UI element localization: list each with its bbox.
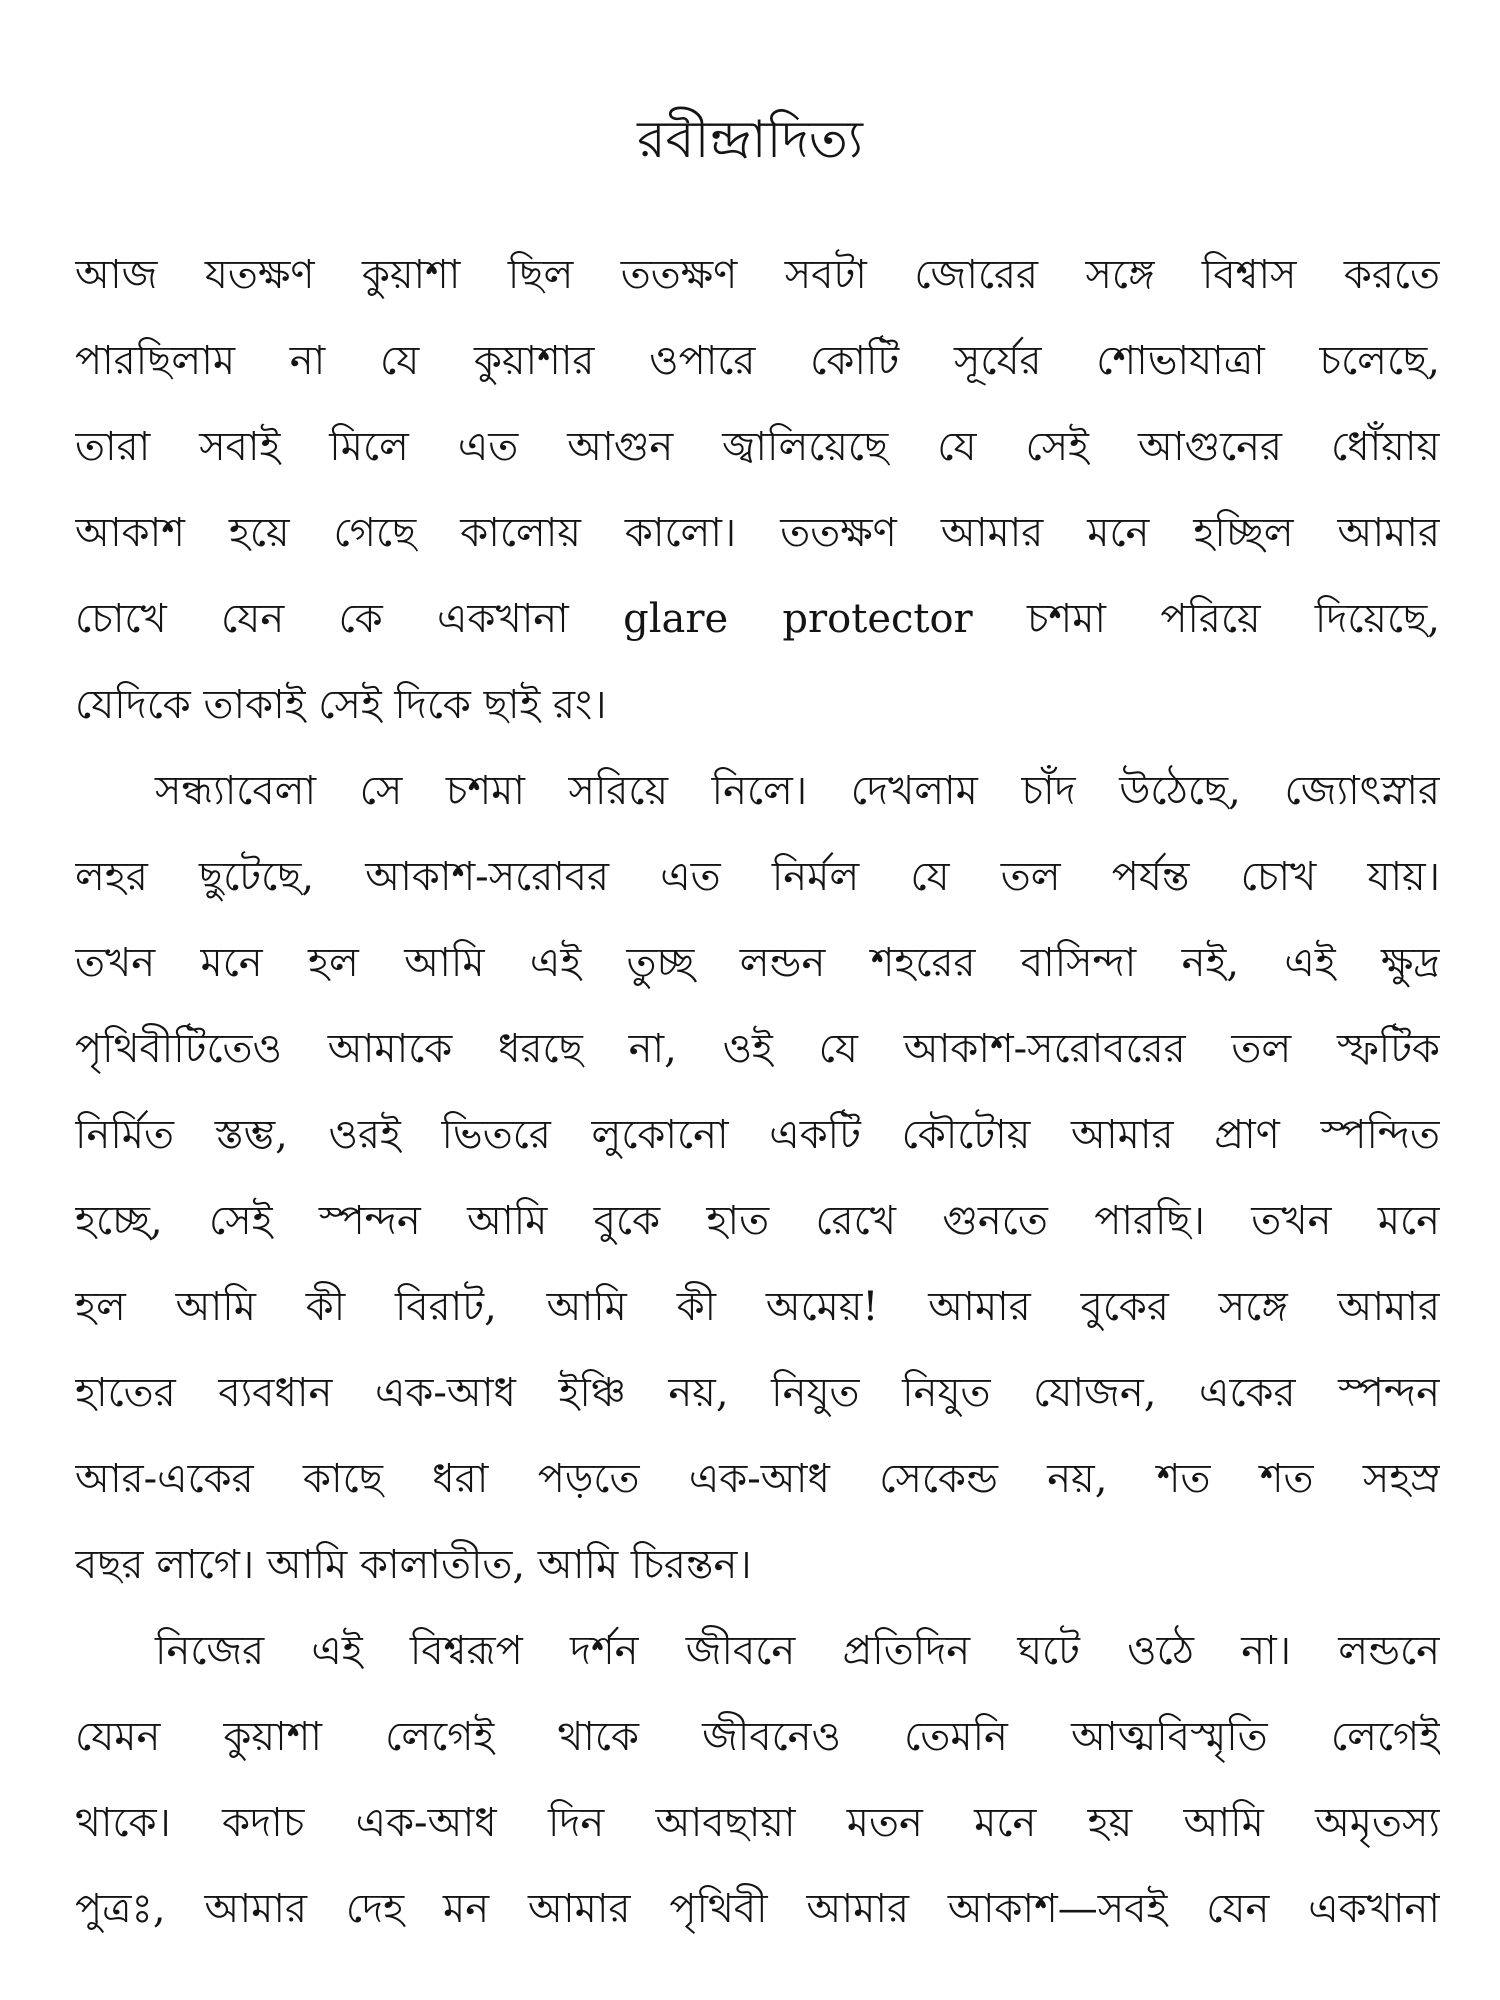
text-line: যেমন কুয়াশা লেগেই থাকে জীবনেও তেমনি আত্মবিস্মৃতি লেগেই: [75, 1714, 1440, 1760]
body-text: [75, 232, 1440, 1952]
text-line: তারা সবাই মিলে এত আগুন জ্বালিয়েছে যে সেই আগুনের ধোঁয়ায়: [75, 424, 1440, 470]
text-line: পুত্রঃ, আমার দেহ মন আমার পৃথিবী আমার আকাশ—সবই যেন একখানা: [75, 1886, 1440, 1932]
text-line: নিজের এই বিশ্বরূপ দর্শন জীবনে প্রতিদিন ঘটে ওঠে না। লন্ডনে: [155, 1628, 1440, 1674]
paragraph-1: [75, 232, 1440, 748]
text-line: হল আমি কী বিরাট, আমি কী অমেয়! আমার বুকের সঙ্গে আমার: [75, 1284, 1440, 1330]
text-line: হাতের ব্যবধান এক-আধ ইঞ্চি নয়, নিযুত নিযুত যোজন, একের স্পন্দন: [75, 1370, 1440, 1416]
page-title: রবীন্দ্রাদিত্য: [637, 110, 863, 170]
text-line: সন্ধ্যাবেলা সে চশমা সরিয়ে নিলে। দেখলাম চাঁদ উঠেছে, জ্যোৎস্নার: [155, 768, 1440, 814]
text-line: যেদিকে তাকাই সেই দিকে ছাই রং।: [75, 682, 607, 728]
paragraph-3: [75, 1608, 1440, 1952]
text-line: আজ যতক্ষণ কুয়াশা ছিল ততক্ষণ সবটা জোরের সঙ্গে বিশ্বাস করতে: [75, 252, 1440, 298]
text-line: তখন মনে হল আমি এই তুচ্ছ লন্ডন শহরের বাসিন্দা নই, এই ক্ষুদ্র: [75, 940, 1440, 986]
text-line: চোখে যেন কে একখানা glare protector চশমা পরিয়ে দিয়েছে,: [75, 596, 1440, 642]
text-line: নির্মিত স্তম্ভ, ওরই ভিতরে লুকোনো একটি কৌটোয় আমার প্রাণ স্পন্দিত: [75, 1112, 1440, 1158]
text-line: হচ্ছে, সেই স্পন্দন আমি বুকে হাত রেখে গুনতে পারছি। তখন মনে: [75, 1198, 1440, 1244]
paragraph-2: [75, 748, 1440, 1608]
text-line: থাকে। কদাচ এক-আধ দিন আবছায়া মতন মনে হয় আমি অমৃতস্য: [75, 1800, 1440, 1846]
text-line: পারছিলাম না যে কুয়াশার ওপারে কোটি সূর্যের শোভাযাত্রা চলেছে,: [75, 338, 1440, 384]
text-line: আর-একের কাছে ধরা পড়তে এক-আধ সেকেন্ড নয়, শত শত সহস্র: [75, 1456, 1440, 1502]
text-line: বছর লাগে। আমি কালাতীত, আমি চিরন্তন।: [75, 1542, 752, 1588]
text-line: লহর ছুটেছে, আকাশ-সরোবর এত নির্মল যে তল পর্যন্ত চোখ যায়।: [75, 854, 1440, 900]
text-line: আকাশ হয়ে গেছে কালোয় কালো। ততক্ষণ আমার মনে হচ্ছিল আমার: [75, 510, 1440, 556]
text-line: পৃথিবীটিতেও আমাকে ধরছে না, ওই যে আকাশ-সরোবরের তল স্ফটিক: [75, 1026, 1440, 1072]
